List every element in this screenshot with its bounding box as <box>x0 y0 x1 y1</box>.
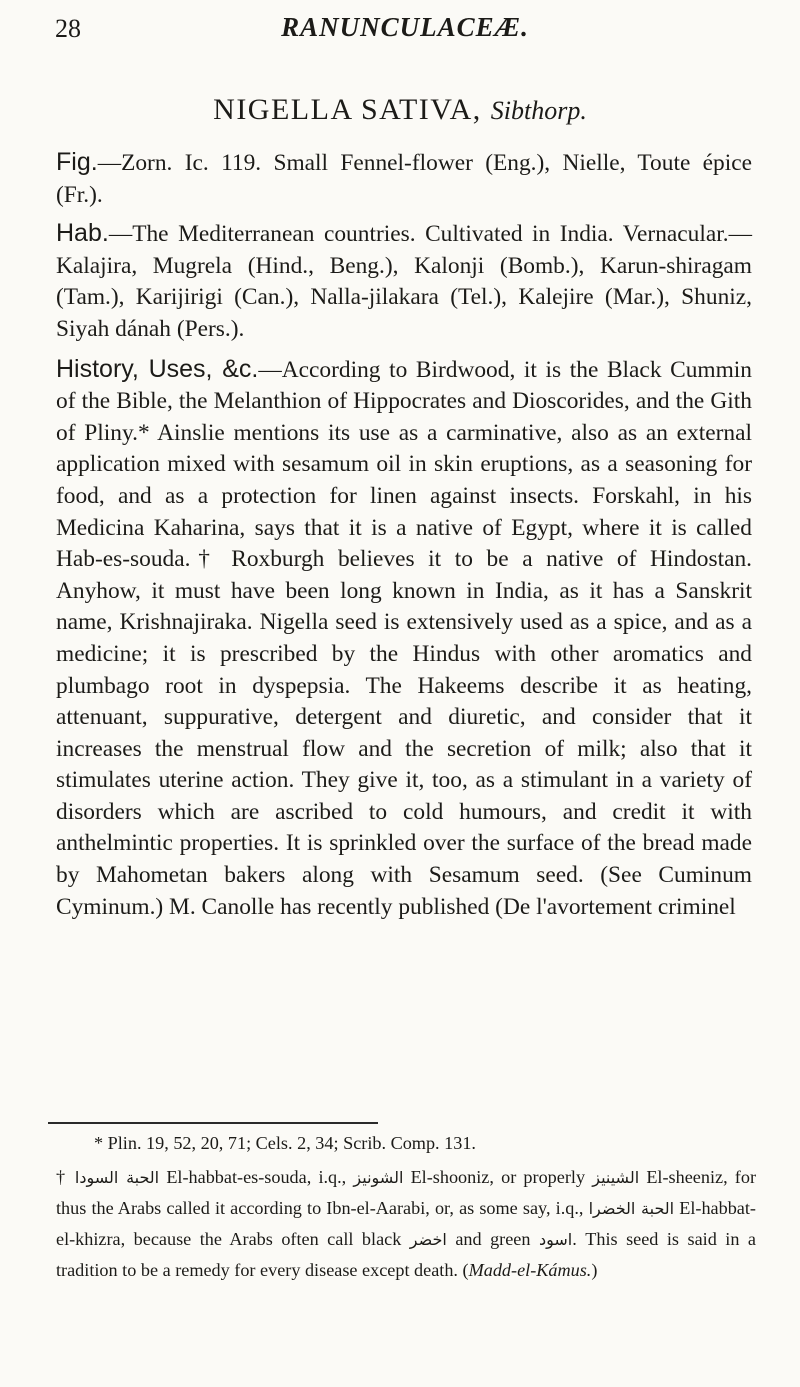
figure-text: —Zorn. Ic. 119. Small Fennel-flower (Eng.), Nielle, Toute épice (Fr.). <box>56 150 752 208</box>
arabic-shooniz: الشونيز <box>353 1168 404 1187</box>
species-title <box>0 93 800 127</box>
species-authority: Sibthorp. <box>490 96 587 125</box>
footnote-text-7: ) <box>591 1260 598 1280</box>
habitat-text: —The Mediterranean countries. Cultivated in India. Vernacular.—Kalajira, Mugrela (Hind., Beng.), Kalonji (Bomb.), Karun-shiragam (Tam.), Karijirigi (Can.), Nalla-jilakara (Tel.), Kalejire (Mar.), Shuniz, Siyah dánah (Pers.). <box>56 221 752 342</box>
species-name: NIGELLA SATIVA, <box>213 93 482 126</box>
footnote-rule <box>48 1122 378 1124</box>
habitat-paragraph <box>56 218 752 345</box>
footnote-text-4: El-habbat-el-khizra, because the Arabs often call black <box>56 1198 756 1249</box>
footnote-text-2: El-shooniz, or properly <box>403 1167 593 1187</box>
arabic-akhdar: اخضر <box>409 1230 447 1249</box>
footnote-arabic-names <box>56 1162 756 1285</box>
history-lead: History, Uses, &c. <box>56 354 259 383</box>
arabic-sheeniz: الشينيز <box>592 1168 640 1187</box>
footnote-source: Madd-el-Kámus. <box>468 1260 592 1280</box>
footnote-text-1: El-habbat-es-souda, i.q., <box>159 1167 347 1187</box>
running-head: RANUNCULACEÆ. <box>281 12 529 42</box>
footnote-mark: † <box>56 1167 68 1187</box>
page-number: 28 <box>55 14 81 43</box>
history-text: —According to Birdwood, it is the Black Cummin of the Bible, the Melanthion of Hippocrates and Dioscorides, and the Gith of Pliny.* Ainslie mentions its use as a carminative, also as an external application mixed with sesamum oil in skin eruptions, as a seasoning for food, and as a protection for linen against insects. Forskahl, in his Medicina Kaharina, says that it is a native of Egypt, where it is called Hab-es-souda.† Roxburgh believes it to be a native of Hindostan. Anyhow, it must have been long known in India, as it has a Sanskrit name, Krishnajiraka. Nigella seed is extensively used as a spice, and as a medicine; it is prescribed by the Hindus with other aromatics and plumbago root in dyspepsia. The Hakeems describe it as heating, attenuant, suppurative, detergent and diuretic, and consider that it increases the menstrual flow and the secretion of milk; also that it stimulates uterine action. They give it, too, as a stimulant in a variety of disorders which are ascribed to cold humours, and credit it with anthelmintic properties. It is sprinkled over the surface of the bread made by Mahometan bakers along with Sesamum seed. (See Cuminum Cyminum.) M. Canolle has recently published (De l'avortement criminel <box>56 356 753 920</box>
footnote-pliny: * Plin. 19, 52, 20, 71; Cels. 2, 34; Scrib. Comp. 131. <box>94 1133 476 1153</box>
footnote-text-6: . This seed is said in a tradition to be a remedy for every disease except death. ( <box>56 1229 756 1280</box>
arabic-aswad: اسود <box>538 1230 573 1249</box>
figure-paragraph <box>56 147 752 211</box>
arabic-habbat-es-souda: الحبة السودا <box>74 1168 160 1187</box>
figure-lead: Fig. <box>56 148 98 176</box>
footnote-text-3: El-sheeniz, for thus the Arabs called it according to Ibn-el-Aarabi, or, as some say, i.q., <box>56 1167 757 1218</box>
habitat-lead: Hab. <box>56 219 109 248</box>
main-text <box>56 147 752 930</box>
footnote-text-5: and green <box>446 1229 539 1249</box>
history-paragraph <box>56 354 752 924</box>
arabic-habbat-el-khizra: الحبة الخضرا <box>588 1199 675 1218</box>
page-header <box>55 8 755 52</box>
